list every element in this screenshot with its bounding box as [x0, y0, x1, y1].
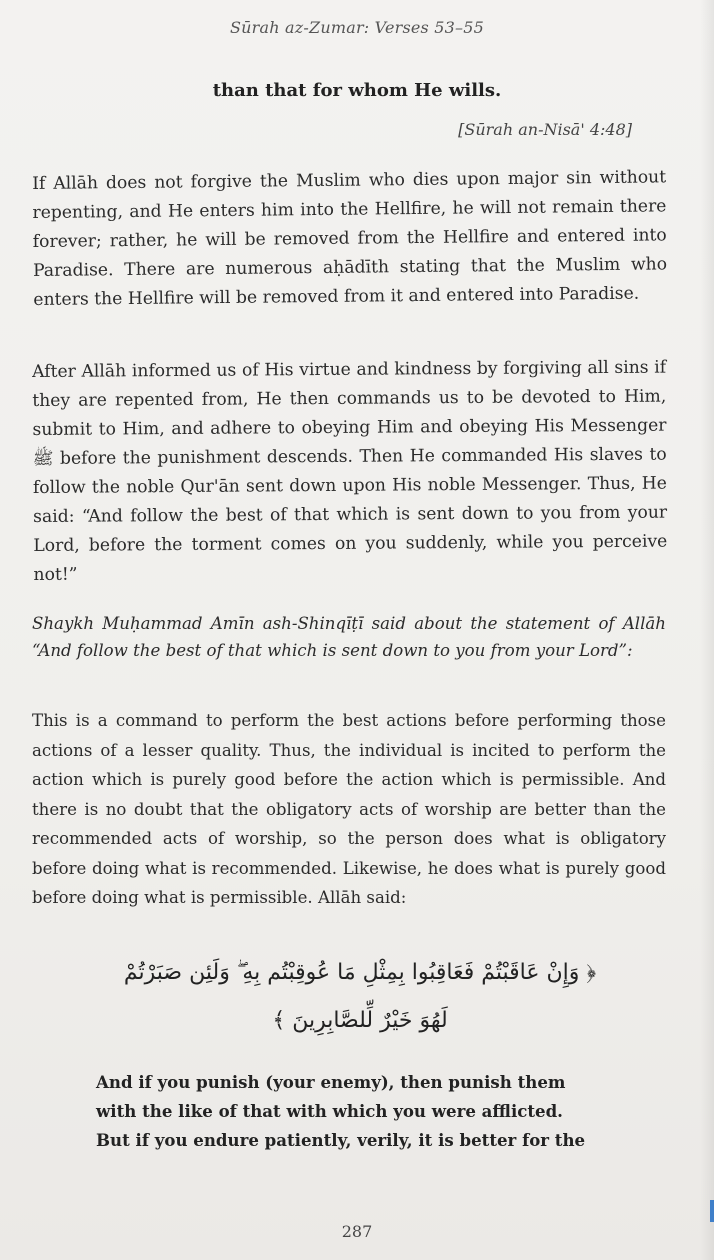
verse-translation: [96, 1068, 616, 1155]
translation-line-1: And if you punish (your enemy), then punish them: [96, 1072, 566, 1092]
paragraph-shinqiti-intro: Shaykh Muḥammad Amīn ash-Shinqīṭī said about the statement of Allāh “And follow the best of that which is sent down to you from your Lord”:: [32, 614, 666, 660]
arabic-verse-line-1: ﴿ وَإِنْ عَاقَبْتُمْ فَعَاقِبُوا بِمِثْلِ مَا عُوقِبْتُم بِهِ ۖ وَلَئِن صَبَرْتُمْ: [123, 960, 597, 985]
paragraph-best-actions: This is a command to perform the best actions before performing those actions of a lesser quality. Thus, the individual is incited to perform the action which is purely good before the action which is permissible. And there is no doubt that the obligatory acts of worship are better than the recommended acts of worship, so the person does what is obligatory before doing what is recommended. Likewise, he does what is purely good before doing what is permissible. Allāh said:: [32, 711, 666, 907]
translation-line-3: But if you endure patiently, verily, it is better for the: [96, 1130, 586, 1150]
page-number: 287: [341, 1222, 373, 1241]
paragraph-forgiveness: If Allāh does not forgive the Muslim who dies upon major sin without repenting, and He enters him into the Hellfire, he will not remain there forever; rather, he will be removed from the Hellfire and entered into Paradise. There are numerous aḥādīth stating that the Muslim who enters the Hellfire will be removed from it and entered into Paradise.: [32, 167, 668, 310]
paragraph-command-to-follow: After Allāh informed us of His virtue and kindness by forgiving all sins if they are repented from, He then commands us to be devoted to Him, submit to Him, and adhere to obeying Him and obeying His Messenger ﷺ before the punishment descends. Then He commanded His slaves to follow the noble Qur'ān sent down upon His noble Messenger. Thus, He said: “And follow the best of that which is sent down to you from your Lord, before the torment comes on you suddenly, while you perceive not!”: [32, 357, 668, 585]
translation-line-2: with the like of that with which you were afflicted.: [96, 1101, 563, 1121]
quoted-verse-ending: than that for whom He wills.: [212, 80, 502, 101]
arabic-verse-line-2: لَهُوَ خَيْرٌ لِّلصَّابِرِينَ ﴾: [272, 1008, 448, 1033]
bookmark-edge-mark: [710, 1200, 714, 1222]
verse-citation: [Sūrah an-Nisā' 4:48]: [458, 120, 632, 139]
running-head: Sūrah az-Zumar: Verses 53–55: [230, 18, 484, 37]
page-edge-shadow: [700, 0, 714, 1260]
